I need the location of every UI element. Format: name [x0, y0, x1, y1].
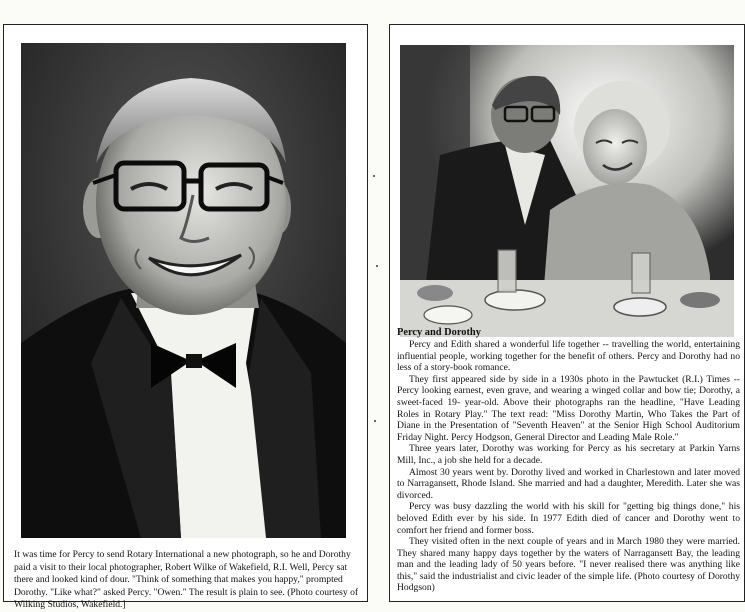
article-paragraph: They visited often in the next couple of years and in March 1980 they were married. They shared many happy days together by the waters of Narragansett Bay, the leading man and the leading lady of 50 years before. "I never realised there was anything like this," said the industrialist and civic leader of the simple life. (Photo courtesy of Dorothy Hodgson)	[397, 536, 740, 594]
print-speck	[376, 265, 378, 267]
article-paragraph: Almost 30 years went by. Dorothy lived and worked in Charlestown and later moved to Narragansett, Rhode Island. She married and had a daughter, Meredith. Later she was divorced.	[397, 466, 740, 501]
right-clipping-panel	[389, 24, 745, 602]
couple-illustration	[400, 45, 734, 337]
print-speck	[374, 420, 376, 422]
portrait-caption: It was time for Percy to send Rotary International a new photograph, so he and Dorothy paid a visit to their local photographer, Robert Wilke of Wakefield, R.I. Well, Percy sat there and looked kind of dour. "Think of something that makes you happy," prompted Dorothy. "Like what?" asked Percy. "Owen." The result is plain to see. (Photo courtesy of Wilking Studios, Wakefield.]	[14, 549, 359, 611]
portrait-illustration	[21, 43, 346, 538]
article-headline: Percy and Dorothy	[397, 327, 481, 338]
article-paragraph: Percy and Edith shared a wonderful life together -- travelling the world, entertaining influential people, working together for the benefit of others. Percy and Dorothy had no less of a story-book romance.	[397, 339, 740, 374]
print-speck	[373, 175, 375, 177]
article	[397, 327, 740, 594]
portrait-photo	[21, 43, 346, 538]
article-paragraph: Percy was busy dazzling the world with his skill for "getting big things done," his beloved Edith ever by his side. In 1977 Edith died of cancer and Dorothy went to comfort her friend and former boss.	[397, 501, 740, 536]
left-clipping-panel	[3, 24, 368, 611]
couple-photo	[400, 45, 734, 337]
article-paragraph: They first appeared side by side in a 1930s photo in the Pawtucket (R.I.) Times -- Percy looking earnest, even grave, and wearing a winged collar and bow tie; Dorothy, a sweet-faced 19- year-old. Above their photographs ran the headline, "Have Leading Roles in Rotary Play." The text read: "Miss Dorothy Martin, Who Takes the Part of Diane in the Presentation of "Seventh Heaven" at the Senior High School Auditorium Friday Night. Percy Hodgson, General Director and Leading Male Role."	[397, 373, 740, 443]
article-paragraph: Three years later, Dorothy was working for Percy as his secretary at Parkin Yarns Mill, Inc., a job she held for a decade.	[397, 443, 740, 466]
